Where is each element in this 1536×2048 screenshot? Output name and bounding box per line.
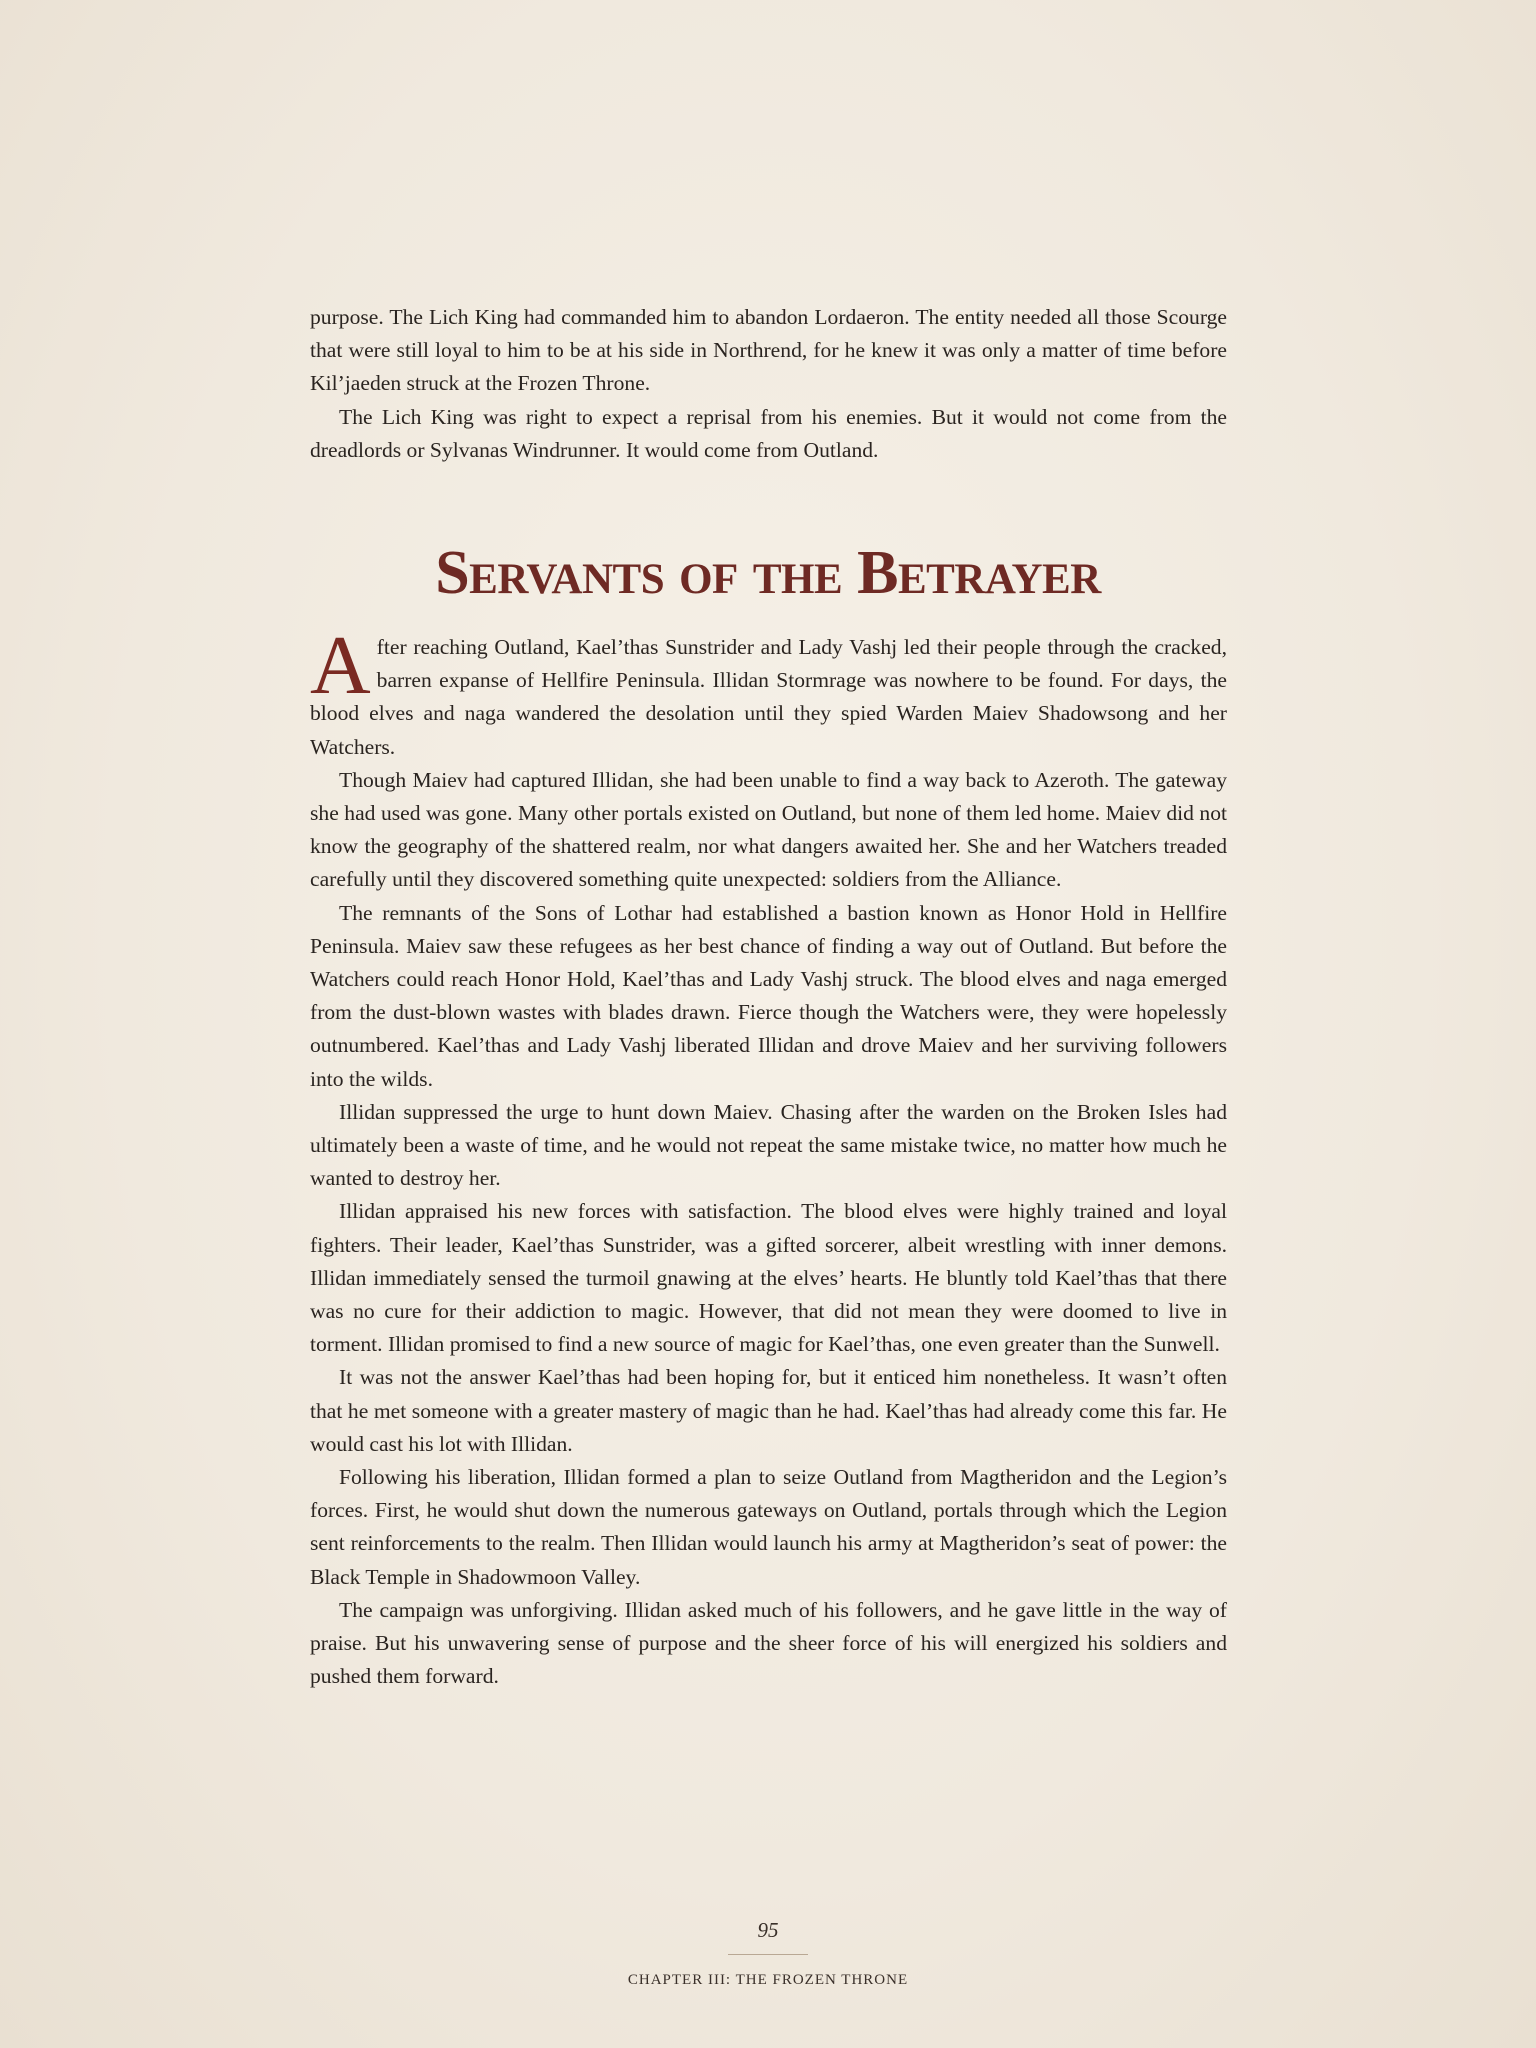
footer-divider xyxy=(728,1954,808,1955)
paragraph: Illidan appraised his new forces with satisfaction. The blood elves were highly trained and loyal fighters. Their leader, Kael’thas Sunstrider, was a gifted sorcerer, albeit wrestling with inner demons. Illidan immediately sensed the turmoil gnawing at the elves’ hearts. He bluntly told Kael’thas that there was no cure for their addiction to magic. However, that did not mean they were doomed to live in torment. Illidan promised to find a new source of magic for Kael’thas, one even greater than the Sunwell. xyxy=(310,1199,1227,1357)
paragraph: purpose. The Lich King had commanded him to abandon Lordaeron. The entity needed all those Scourge that were still loyal to him to be at his side in Northrend, for he knew it was only a matter of time before Kil’jaeden struck at the Frozen Throne. xyxy=(310,305,1227,396)
page-number: 95 xyxy=(757,1918,779,1942)
intro-text xyxy=(310,301,1227,467)
section-title: Servants of the Betrayer xyxy=(435,539,1101,607)
chapter-footer: CHAPTER III: THE FROZEN THRONE xyxy=(627,1972,909,1988)
first-paragraph xyxy=(310,619,1227,764)
paragraph: The Lich King was right to expect a reprisal from his enemies. But it would not come from the dreadlords or Sylvanas Windrunner. It would come from Outland. xyxy=(310,404,1227,462)
drop-cap: A xyxy=(310,619,371,712)
first-paragraph-text: fter reaching Outland, Kael’thas Sunstrider and Lady Vashj led their people through the cracked, barren expanse of Hellfire Peninsula. Illidan Stormrage was nowhere to be found. For days, the blood elves and naga wandered the desolation until they spied Warden Maiev Shadowsong and her Watchers. xyxy=(310,635,1227,759)
section-body xyxy=(310,619,1227,1694)
paragraph: Though Maiev had captured Illidan, she had been unable to find a way back to Azeroth. The gateway she had used was gone. Many other portals existed on Outland, but none of them led home. Maiev did not know the geography of the shattered realm, nor what dangers awaited her. She and her Watchers treaded carefully until they discovered something quite unexpected: soldiers from the Alliance. xyxy=(310,767,1227,892)
paragraph: It was not the answer Kael’thas had been hoping for, but it enticed him nonetheless. It wasn’t often that he met someone with a greater mastery of magic than he had. Kael’thas had already come this far. He would cast his lot with Illidan. xyxy=(310,1365,1227,1456)
paragraph: The remnants of the Sons of Lothar had established a bastion known as Honor Hold in Hellfire Peninsula. Maiev saw these refugees as her best chance of finding a way out of Outland. But before the Watchers could reach Honor Hold, Kael’thas and Lady Vashj struck. The blood elves and naga emerged from the dust-blown wastes with blades drawn. Fierce though the Watchers were, they were hopelessly outnumbered. Kael’thas and Lady Vashj liberated Illidan and drove Maiev and her surviving followers into the wilds. xyxy=(310,900,1227,1091)
paragraph: The campaign was unforgiving. Illidan asked much of his followers, and he gave little in the way of praise. But his unwavering sense of purpose and the sheer force of his will energized his soldiers and pushed them forward. xyxy=(310,1597,1227,1689)
paragraph: Illidan suppressed the urge to hunt down Maiev. Chasing after the warden on the Broken Isles had ultimately been a waste of time, and he would not repeat the same mistake twice, no matter how much he wanted to destroy her. xyxy=(310,1099,1227,1191)
paragraph: Following his liberation, Illidan formed a plan to seize Outland from Magtheridon and the Legion’s forces. First, he would shut down the numerous gateways on Outland, portals through which the Legion sent reinforcements to the realm. Then Illidan would launch his army at Magtheridon’s seat of power: the Black Temple in Shadowmoon Valley. xyxy=(310,1465,1227,1589)
